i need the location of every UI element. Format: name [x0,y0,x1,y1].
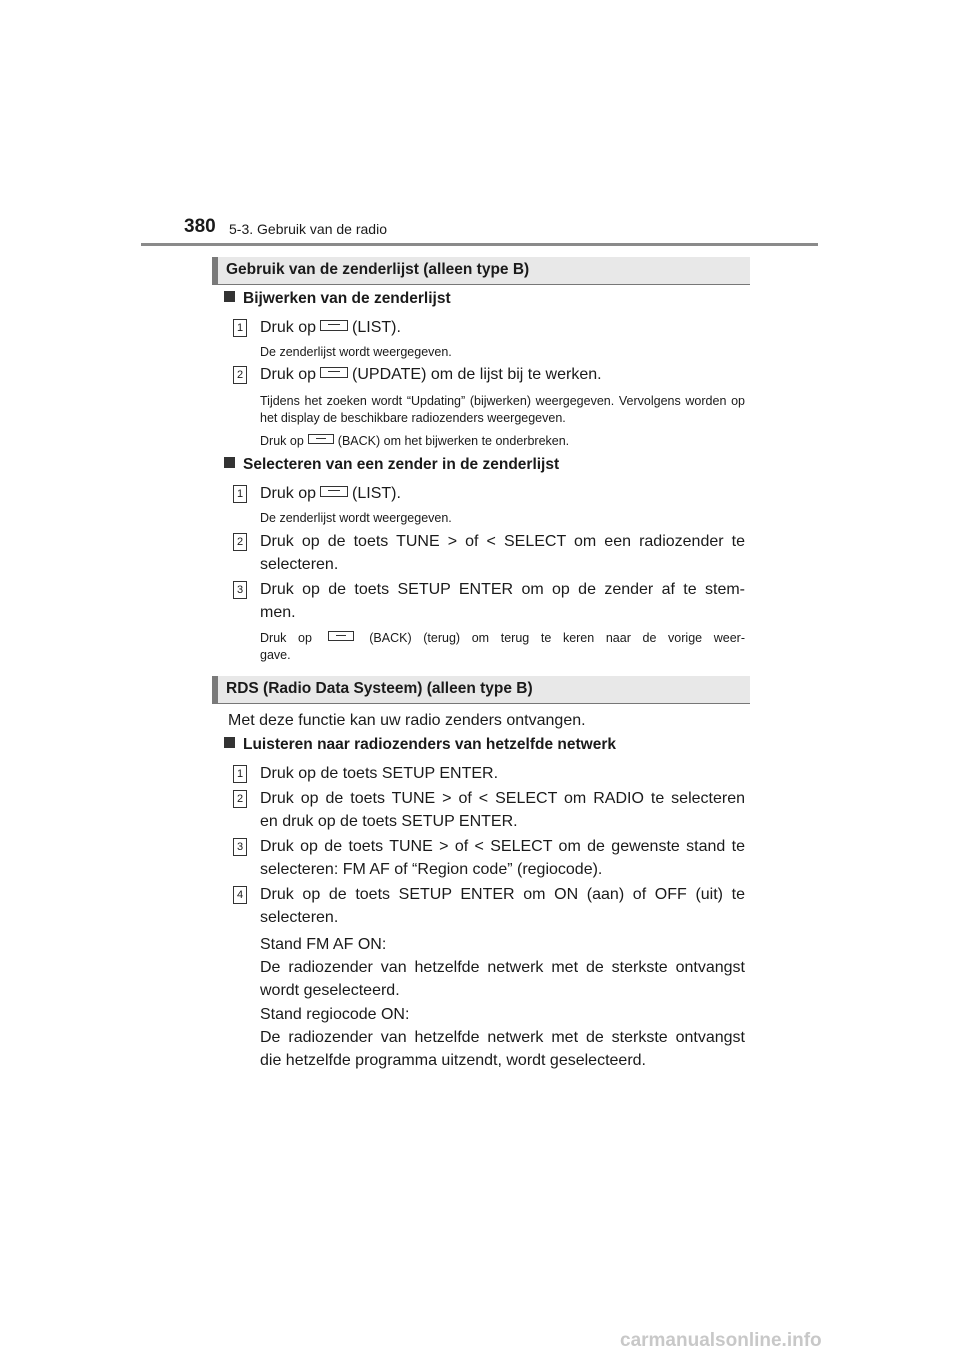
section-title: Gebruik van de zenderlijst (alleen type B) [226,261,530,278]
subheading-same-network: Luisteren naar radiozenders van hetzelfde netwerk [224,736,616,754]
key-button-icon [320,320,348,331]
step-text: Druk op (LIST). [260,485,401,502]
step-text: Druk op de toets SETUP ENTER om op de zender af te stem- men. [260,581,745,621]
step-number: 3 [233,581,247,599]
step-note: De zenderlijst wordt weergegeven. [260,511,452,525]
mode-description-region-code: Stand regiocode ON: De radiozender van hetzelfde netwerk met de sterkste ontvangst die hetzelfde programma uitzendt, wordt geselecteerd. [260,1006,745,1069]
key-button-icon [320,486,348,497]
step-number: 2 [233,366,247,384]
square-bullet-icon [224,291,235,302]
square-bullet-icon [224,457,235,468]
step-number: 2 [233,533,247,551]
section-heading-rds [212,676,750,704]
chapter-title: 5-3. Gebruik van de radio [229,221,387,237]
mode-description-fm-af: Stand FM AF ON: De radiozender van hetzelfde netwerk met de sterkste ontvangst wordt geselecteerd. [260,936,745,999]
watermark: carmanualsonline.info [620,1330,822,1351]
step-note: Tijdens het zoeken wordt “Updating” (bijwerken) weergegeven. Vervolgens worden op het display de beschikbare radiozenders weergegeven. [260,394,745,425]
step-number: 3 [233,838,247,856]
section-accent [212,676,218,703]
section-title: RDS (Radio Data Systeem) (alleen type B) [226,680,533,697]
step-text: Druk op de toets TUNE > of < SELECT om de gewenste stand te selecteren: FM AF of “Region code” (regiocode). [260,838,745,878]
step-number: 4 [233,886,247,904]
subheading-update-list: Bijwerken van de zenderlijst [224,290,451,308]
step-number: 1 [233,765,247,783]
key-button-icon [308,434,334,444]
key-button-icon [328,631,354,641]
header-rule [141,243,818,246]
key-button-icon [320,367,348,378]
subheading-select-station: Selecteren van een zender in de zenderlijst [224,456,559,474]
page-number: 380 [184,216,216,237]
step-text: Druk op (LIST). [260,319,401,336]
step-text: Druk op (UPDATE) om de lijst bij te werken. [260,366,602,383]
section-intro: Met deze functie kan uw radio zenders ontvangen. [228,712,586,729]
section-accent [212,257,218,284]
section-heading-station-list [212,257,750,285]
step-note: De zenderlijst wordt weergegeven. [260,345,452,359]
step-number: 2 [233,790,247,808]
step-number: 1 [233,485,247,503]
step-note: Druk op (BACK) om het bijwerken te onderbreken. [260,434,570,448]
step-text: Druk op de toets TUNE > of < SELECT om een radiozender te selecteren. [260,533,745,573]
step-text: Druk op de toets SETUP ENTER. [260,765,499,782]
step-number: 1 [233,319,247,337]
square-bullet-icon [224,737,235,748]
step-text: Druk op de toets SETUP ENTER om ON (aan) of OFF (uit) te selecteren. [260,886,745,926]
step-note: Druk op (BACK) (terug) om terug te keren naar de vorige weer- gave. [260,631,745,662]
step-text: Druk op de toets TUNE > of < SELECT om RADIO te selecteren en druk op de toets SETUP ENTER. [260,790,745,830]
